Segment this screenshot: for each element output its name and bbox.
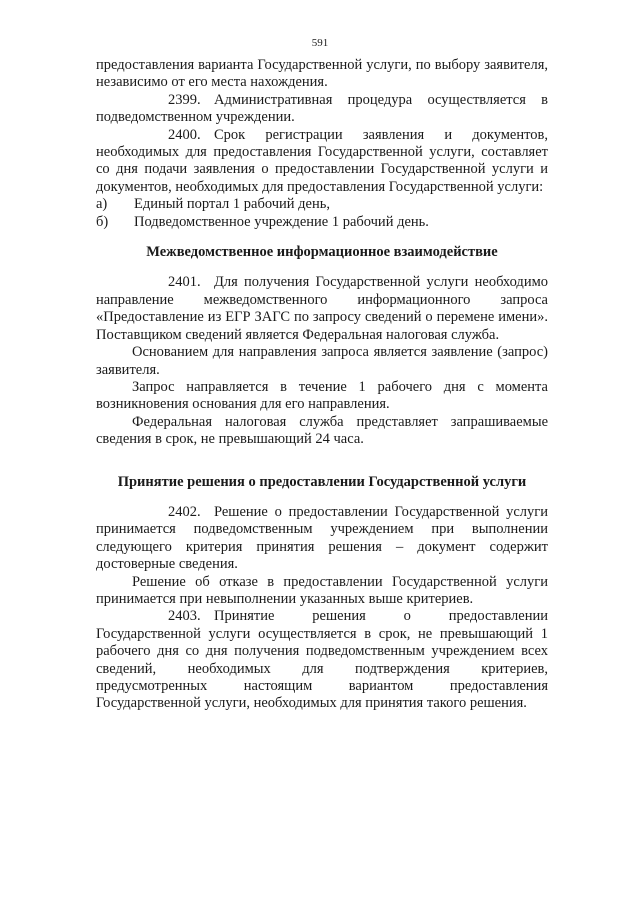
paragraph-continuation: предоставления варианта Государственной услуги, по выбору заявителя, независимо от его места нахождения. [96, 57, 548, 91]
list-item-a [96, 196, 548, 213]
clause-number: 2403. [168, 608, 201, 625]
paragraph-text: Решение о предоставлении Государственной услуги принимается подведомственным учреждением при выполнении следующего критерия принятия решения – документ содержит достоверные сведения. [96, 503, 548, 573]
list-marker: а) [96, 196, 108, 213]
paragraph-2399 [96, 92, 548, 127]
section-heading-interagency: Межведомственное информационное взаимодействие [146, 244, 498, 261]
list-item-b [96, 214, 548, 231]
paragraph-refusal: Решение об отказе в предоставлении Государственной услуги принимается при невыполнении указанных выше критериев. [96, 573, 548, 607]
paragraph-text: Срок регистрации заявления и документов, необходимых для предоставления Государственной услуги, составляет со дня подачи заявления о предоставлении Государственной услуги и документов, необходимых для предоставления Государственной услуги: [96, 126, 548, 195]
paragraph-2402 [96, 504, 548, 574]
list-item-text: Единый портал 1 рабочий день, [134, 196, 330, 213]
paragraph-2401 [96, 274, 548, 344]
document-body [96, 57, 548, 713]
paragraph-fns: Федеральная налоговая служба представляет запрашиваемые сведения в срок, не превышающий 24 часа. [96, 413, 548, 448]
paragraph-text: Для получения Государственной услуги необходимо направление межведомственного информационного запроса «Предоставление из ЕГР ЗАГС по запросу сведений о перемене имени». Поставщиком сведений является Федеральная налоговая служба. [96, 274, 548, 343]
clause-number: 2401. [168, 274, 201, 291]
paragraph-text: Принятие решения о предоставлении Государственной услуги осуществляется в срок, не превышающий 1 рабочего дня со дня получения подведомственным учреждением всех сведений, необходимых для подтверждения критериев, предусмотренных настоящим вариантом предоставления Государственной услуги, необходимых для принятия такого решения. [96, 608, 548, 712]
clause-number: 2402. [168, 503, 201, 520]
section-heading-decision: Принятие решения о предоставлении Государственной услуги [117, 473, 527, 490]
clause-number: 2400. [168, 126, 201, 143]
paragraph-request: Запрос направляется в течение 1 рабочего дня с момента возникновения основания для его направления. [96, 378, 548, 413]
page-number: 591 [311, 37, 329, 49]
paragraph-basis: Основанием для направления запроса является заявление (запрос) заявителя. [96, 344, 548, 378]
list-marker: б) [96, 213, 109, 230]
paragraph-text: Административная процедура осуществляется в подведомственном учреждении. [96, 91, 548, 126]
paragraph-2403 [96, 608, 548, 712]
list-item-text: Подведомственное учреждение 1 рабочий день. [134, 213, 429, 230]
clause-number: 2399. [168, 91, 201, 108]
paragraph-2400 [96, 127, 548, 197]
